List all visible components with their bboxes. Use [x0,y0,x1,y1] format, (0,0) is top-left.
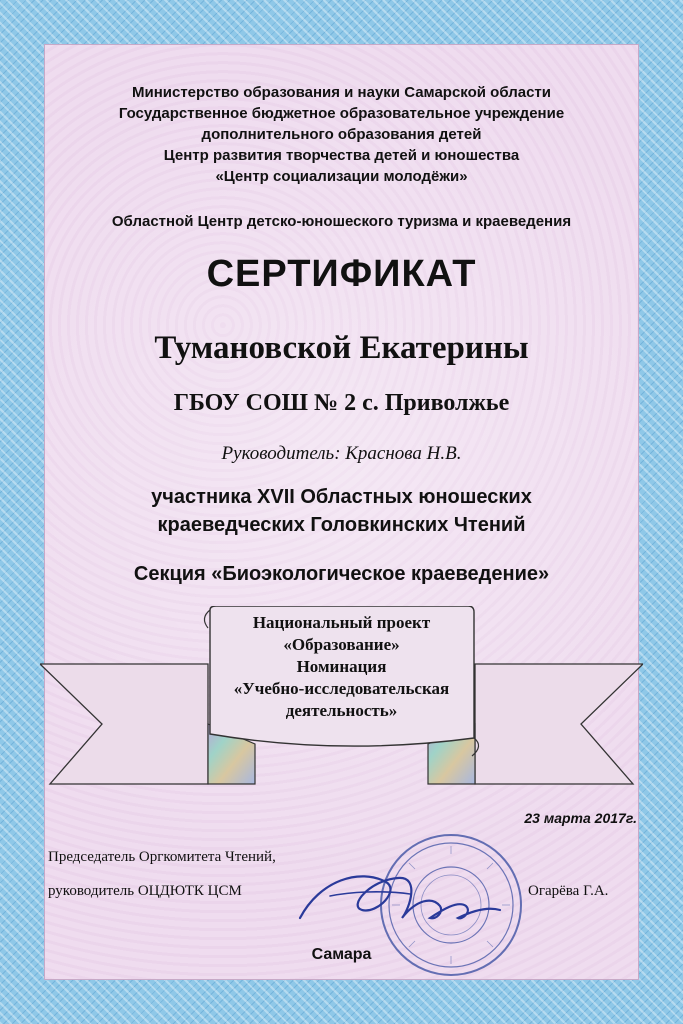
ribbon-line-3: Номинация [296,657,387,676]
ribbon-line-2: «Образование» [283,635,400,654]
header-block [0,82,683,187]
section-name: Секция «Биоэкологическое краеведение» [133,563,550,585]
header-line-institution: Государственное бюджетное образовательное учреждение [118,105,565,122]
header-line-socialization: «Центр социализации молодёжи» [215,168,468,185]
participant-line-2: краеведческих Головкинских Чтений [157,514,526,536]
signer-title-2: руководитель ОЦДЮТК ЦСМ [48,883,242,899]
certificate-title: СЕРТИФИКАТ [206,253,477,295]
header-line-ministry: Министерство образования и науки Самарской области [132,84,551,101]
signer-name: Огарёва Г.А. [528,883,609,899]
school-name: ГБОУ СОШ № 2 с. Приволжье [173,390,510,416]
ribbon-text [0,612,683,722]
leader-line: Руководитель: Краснова Н.В. [221,443,462,464]
handwritten-signature [290,860,510,940]
participant-text [0,483,683,539]
regional-center: Областной Центр детско-юношеского туризма и краеведения [111,213,572,230]
header-line-education: дополнительного образования детей [201,126,482,143]
participant-line-1: участника XVII Областных юношеских [151,486,532,508]
recipient-name: Тумановской Екатерины [154,330,529,366]
city-name: Самара [311,946,372,963]
signer-title-1: Председатель Оргкомитета Чтений, [48,849,276,865]
header-line-center: Центр развития творчества детей и юношества [163,147,520,164]
ribbon-line-4: «Учебно-исследовательская [233,679,450,698]
ribbon-line-5: деятельность» [285,701,398,720]
issue-date: 23 марта 2017г. [524,810,637,826]
ribbon-line-1: Национальный проект [252,613,431,632]
